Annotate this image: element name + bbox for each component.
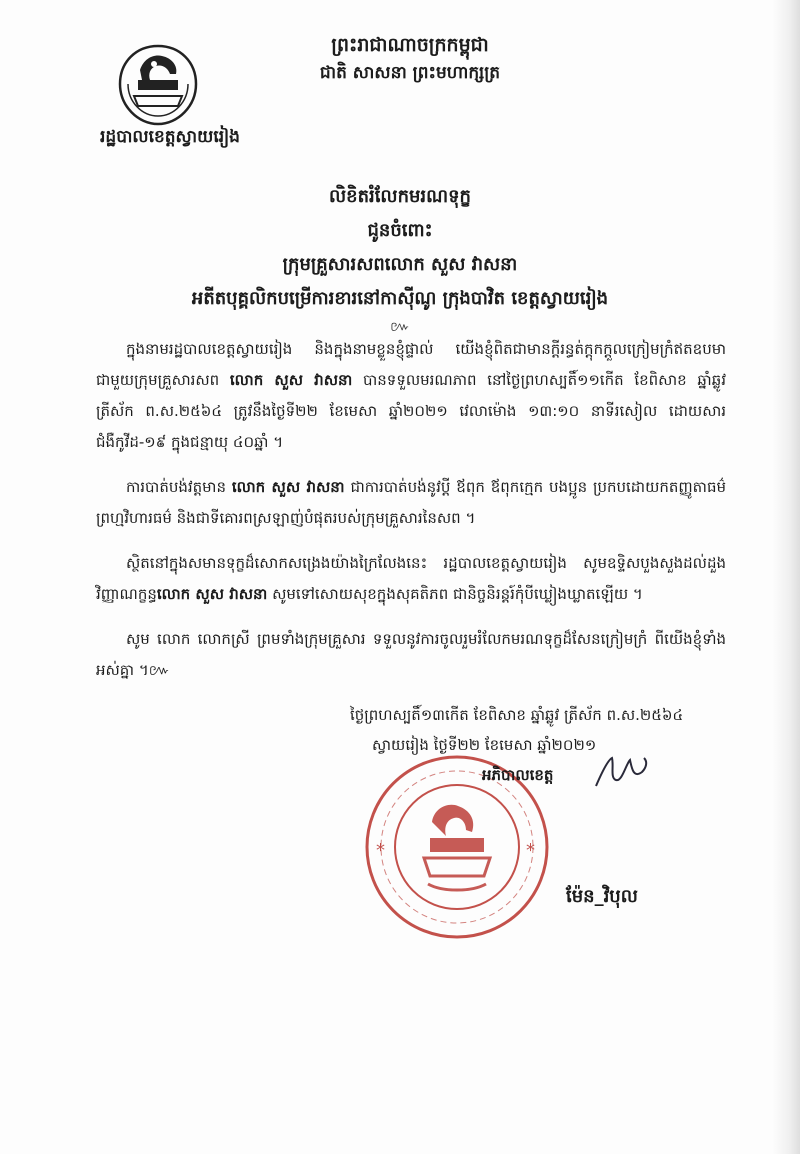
provincial-administration-name: រដ្ឋបាលខេត្តស្វាយរៀង [100, 127, 240, 147]
kingdom-title: ព្រះរាជាណាចក្រកម្ពុជា [331, 34, 489, 56]
letter-body [96, 334, 726, 700]
letter-header [260, 30, 560, 86]
closing-date-block [350, 700, 730, 760]
paragraph-3: ស្ថិតនៅក្នុងសមានទុក្ខដ៏សោកសង្រេងយ៉ាងក្រៃលែងនេះ រដ្ឋបាលខេត្តស្វាយរៀង សូមឧទ្ទិសបួងសួងដល់ដួងវិញ្ញាណក្ខន្ធលោក សួស វាសនា សូមទៅសោយសុខក្នុងសុគតិភព ជានិច្ចនិរន្តរ៍កុំបីឃ្លៀងឃ្លាតឡើយ ។ [96, 554, 726, 603]
cambodia-emblem-logo [108, 40, 208, 130]
recipient-family: ក្រុមគ្រួសារសពលោក សួស វាសនា [282, 254, 518, 275]
signer-name: ម៉ែន_វិបុល [566, 886, 638, 907]
deceased-name: លោក សួស វាសនា [231, 478, 345, 496]
letter-title: លិខិតរំលែកមរណទុក្ខ [329, 186, 471, 207]
paragraph-4: សូម លោក លោកស្រី ព្រមទាំងក្រុមគ្រួសារ ទទួលនូវការចូលរួមរំលែកមរណទុក្ខដ៏សែនក្រៀមក្រំ ពីយើងខ្ញុំទាំងអស់គ្នា ។៚ [96, 630, 726, 679]
page-edge-shadow [772, 0, 800, 1154]
svg-text:*: * [376, 840, 385, 861]
national-motto: ជាតិ សាសនា ព្រះមហាក្សត្រ [319, 63, 501, 83]
solar-date: ស្វាយរៀង ថ្ងៃទី២២ ខែមេសា ឆ្នាំ២០២១ [372, 736, 597, 754]
lunar-date: ថ្ងៃព្រហស្បតិ៍១៣កើត ខែពិសាខ ឆ្នាំឆ្លូវ ត្រីស័ក ព.ស.២៥៦៤ [350, 706, 684, 724]
handwritten-signature [590, 752, 650, 792]
paragraph-2: ការបាត់បង់វត្តមាន លោក សួស វាសនា ជាការបាត់បង់នូវប្តី ឪពុក ឪពុកក្មេក បងប្អូន ប្រកបដោយកតញ្ញូតាធម៌ ព្រហ្មវិហារធម៌ និងជាទីគោរពស្រឡាញ់បំផុតរបស់ក្រុមគ្រួសារនៃសព ។ [96, 478, 727, 527]
paragraph-1: ក្នុងនាមរដ្ឋបាលខេត្តស្វាយរៀង និងក្នុងនាមខ្លួនខ្ញុំផ្ទាល់ យើងខ្ញុំពិតជាមានក្តីរន្ធត់ក្តុកក្តួលក្រៀមក្រំឥតឧបមា ជាមួយក្រុមគ្រួសារសព លោក សួស វាសនា បានទទួលមរណភាព នៅថ្ងៃព្រហស្បតិ៍១១កើត ខែពិសាខ ឆ្នាំឆ្លូវ ត្រីស័ក ព.ស.២៥៦៤ ត្រូវនឹងថ្ងៃទី២២ ខែមេសា ឆ្នាំ២០២១ វេលាម៉ោង ១៣:១០ នាទីរសៀល ដោយសារជំងឺកូវីដ-១៩ ក្នុងជន្មាយុ ៤០ឆ្នាំ ។ [96, 340, 726, 451]
title-ornament: ៚ [390, 319, 410, 335]
letter-title-block [60, 180, 740, 338]
deceased-name: លោក សួស វាសនា [156, 585, 268, 603]
deceased-name: លោក សួស វាសនា [229, 371, 353, 389]
recipient-description: អតីតបុគ្គលិកបម្រើការខារនៅកាស៊ីណូ ក្រុងបាវិត ខេត្តស្វាយរៀង [191, 288, 609, 309]
signer-role: អភិបាលខេត្ត [482, 766, 554, 784]
svg-text:*: * [526, 840, 535, 861]
addressed-to: ជូនចំពោះ [367, 220, 433, 241]
